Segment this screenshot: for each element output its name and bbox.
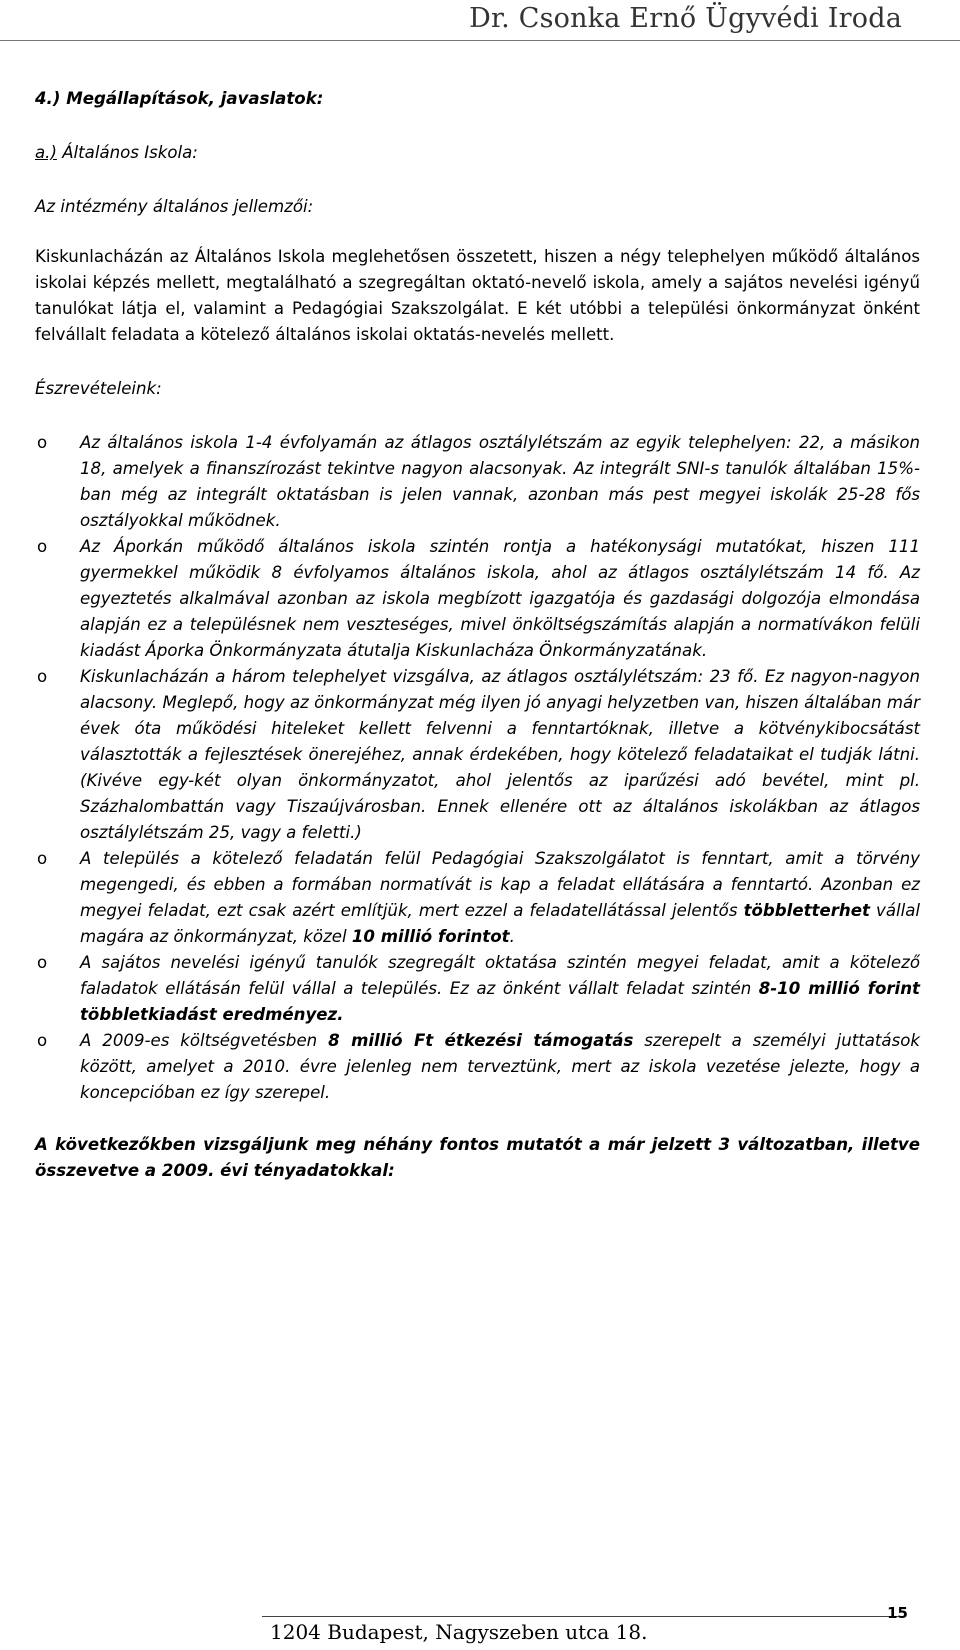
observation-text: A 2009-es költségvetésben xyxy=(80,1031,329,1050)
bullet-icon: o xyxy=(37,953,48,972)
observation-item xyxy=(35,534,920,664)
observations-heading: Észrevételeink: xyxy=(35,379,162,398)
observation-item xyxy=(35,1028,920,1106)
observation-emphasis: 8 millió Ft étkezési támogatás xyxy=(328,1031,634,1050)
closing-paragraph: A következőkben vizsgáljunk meg néhány fontos mutatót a már jelzett 3 változatban, illetve összevetve a 2009. évi tényadatokkal: xyxy=(35,1135,920,1180)
observation-text: szerepelt a személyi juttatások között, amelyet a 2010. évre jelenleg nem terveztünk, mert az iskola vezetése jelezte, hogy a koncepcióban ez így szerepel. xyxy=(80,1031,920,1102)
header-rule xyxy=(0,40,960,41)
bullet-icon: o xyxy=(37,1031,48,1050)
bullet-icon: o xyxy=(37,849,48,868)
observation-item xyxy=(35,846,920,950)
bullet-icon: o xyxy=(37,433,48,452)
footer-rule xyxy=(262,1616,905,1617)
subsection-title: Általános Iskola: xyxy=(56,143,198,162)
page-number: 15 xyxy=(887,1604,908,1622)
page-body xyxy=(35,86,920,1201)
observation-text: A település a kötelező feladatán felül Pedagógiai Szakszolgálatot is fenntart, amit a törvény megengedi, és ebben a formában normatívát is kap a feladat ellátására a fenntartó. Azonban ez megyei feladat, ezt csak azért említjük, mert ezzel a feladatellátással jelentős xyxy=(80,849,920,920)
bullet-icon: o xyxy=(37,667,48,686)
footer-address: 1204 Budapest, Nagyszeben utca 18. xyxy=(270,1620,648,1644)
subsection-prefix: a.) xyxy=(35,143,57,162)
observation-emphasis: 10 millió forintot xyxy=(351,927,510,946)
observation-item xyxy=(35,430,920,534)
intro-paragraph: Kiskunlacházán az Általános Iskola meglehetősen összetett, hiszen a négy telephelyen működő általános iskolai képzés mellett, megtalálható a szegregáltan oktató-nevelő iskola, amely a sajátos nevelési igényű tanulókat látja el, valamint a Pedagógiai Szakszolgálat. E két utóbbi a települési önkormányzat önként felvállalt feladata a kötelező általános iskolai oktatás-nevelés mellett. xyxy=(35,247,920,344)
subsection-heading xyxy=(35,140,920,166)
observation-text: Az Áporkán működő általános iskola szintén rontja a hatékonysági mutatókat, hiszen 111 gyermekkel működik 8 évfolyamos általános iskola, ahol az átlagos osztálylétszám 14 fő. Az egyeztetés alkalmával azonban az iskola megbízott igazgatója és gazdasági dolgozója elmondása alapján ez a településnek nem veszteséges, mivel önköltségszámítás alapján a normatívákon felüli kiadást Áporka Önkormányzata átutalja Kiskunlacháza Önkormányzatának. xyxy=(80,537,920,660)
observation-emphasis: többletterhet xyxy=(743,901,870,920)
header-title: Dr. Csonka Ernő Ügyvédi Iroda xyxy=(469,3,902,34)
general-heading: Az intézmény általános jellemzői: xyxy=(35,197,314,216)
bullet-icon: o xyxy=(37,537,48,556)
observation-text: . xyxy=(509,927,515,946)
observation-emphasis: 8-10 millió forint többletkiadást eredményez. xyxy=(80,979,920,1024)
observation-text: Az általános iskola 1-4 évfolyamán az átlagos osztálylétszám az egyik telephelyen: 22, a másikon 18, amelyek a finanszírozást tekintve nagyon alacsonyak. Az integrált SNI-s tanulók általában 15%-ban még az integrált oktatásban is jelen vannak, azonban más pest megyei iskolák 25-28 fős osztályokkal működnek. xyxy=(80,433,920,530)
observation-text: vállal magára az önkormányzat, közel xyxy=(80,901,920,946)
section-heading: 4.) Megállapítások, javaslatok: xyxy=(35,89,324,108)
observation-item xyxy=(35,664,920,846)
observation-text: Kiskunlacházán a három telephelyet vizsgálva, az átlagos osztálylétszám: 23 fő. Ez nagyon-nagyon alacsony. Meglepő, hogy az önkormányzat még ilyen jó anyagi helyzetben van, hiszen általában már évek óta működési hiteleket kellett felvenni a fenntartóknak, illetve a kötvénykibocsátást választották a fejlesztések önerejéhez, annak érdekében, hogy kötelező feladataikat el tudják látni. (Kivéve egy-két olyan önkormányzatot, ahol jelentős az iparűzési adó bevétel, mint pl. Százhalombattán vagy Tiszaújvárosban. Ennek ellenére ott az általános iskolákban az átlagos osztálylétszám 25, vagy a feletti.) xyxy=(80,667,920,842)
observation-item xyxy=(35,950,920,1028)
observations-list xyxy=(35,430,920,1106)
observation-text: A sajátos nevelési igényű tanulók szegregált oktatása szintén megyei feladat, amit a kötelező faladatok ellátásán felül vállal a település. Ez az önként vállalt feladat szintén xyxy=(80,953,920,998)
